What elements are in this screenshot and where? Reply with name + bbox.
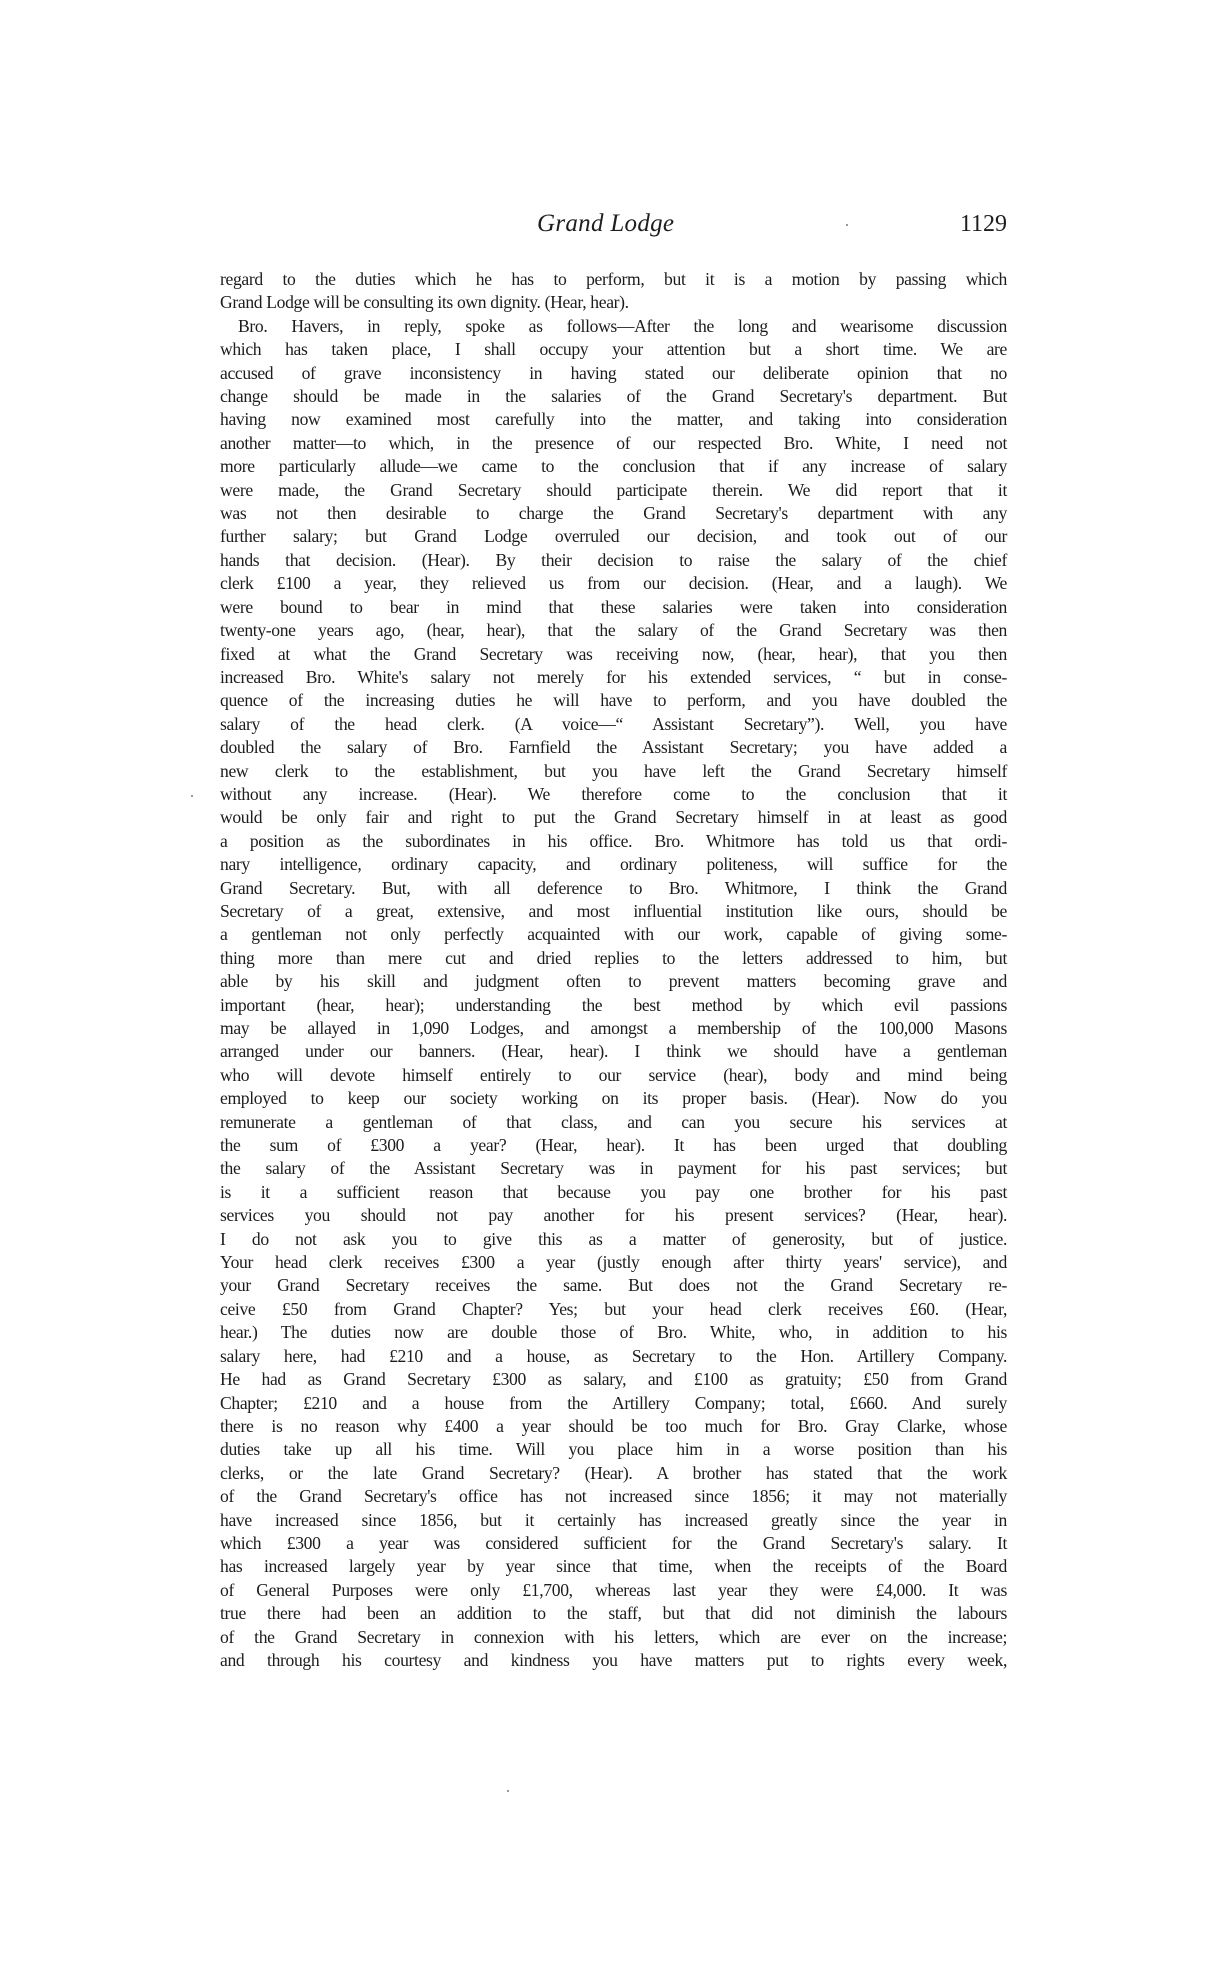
- text-line: ceive £50 from Grand Chapter? Yes; but your head clerk receives £60. (Hear,: [220, 1298, 1007, 1319]
- text-line: having now examined most carefully into the matter, and taking into consideration: [220, 409, 1007, 430]
- text-line: [220, 1672, 1007, 1695]
- text-line: the sum of £300 a year? (Hear, hear). It has been urged that doubling: [220, 1135, 1007, 1156]
- text-line: salary of the head clerk. (A voice—“ Assistant Secretary”). Well, you have: [220, 713, 1007, 734]
- text-line: more particularly allude—we came to the conclusion that if any increase of salary: [220, 456, 1007, 477]
- text-line: Your head clerk receives £300 a year (justly enough after thirty years' service), and: [220, 1252, 1007, 1273]
- text-line: which has taken place, I shall occupy your attention but a short time. We are: [220, 339, 1007, 360]
- text-line: was not then desirable to charge the Grand Secretary's department with any: [220, 503, 1007, 524]
- text-line: Secretary of a great, extensive, and most influential institution like ours, should be: [220, 900, 1007, 921]
- text-line: a gentleman not only perfectly acquainted with our work, capable of giving some-: [220, 924, 1007, 945]
- text-line: regard to the duties which he has to perform, but it is a motion by passing which: [220, 269, 1007, 289]
- text-line: quence of the increasing duties he will have to perform, and you have doubled the: [220, 690, 1007, 711]
- running-head: [220, 210, 1007, 242]
- text-line: were made, the Grand Secretary should participate therein. We did report that it: [220, 479, 1007, 500]
- text-line: Chapter; £210 and a house from the Artillery Company; total, £660. And surely: [220, 1392, 1007, 1413]
- text-line: fixed at what the Grand Secretary was receiving now, (hear, hear), that you then: [220, 643, 1007, 664]
- text-line: duties take up all his time. Will you place him in a worse position than his: [220, 1439, 1007, 1460]
- text-line: I do not ask you to give this as a matter of generosity, but of justice.: [220, 1228, 1007, 1249]
- text-line: [220, 1719, 1007, 1742]
- text-line: services you should not pay another for his present services? (Hear, hear).: [220, 1205, 1007, 1226]
- text-line: who will devote himself entirely to our service (hear), body and mind being: [220, 1064, 1007, 1085]
- text-line: there is no reason why £400 a year should be too much for Bro. Gray Clarke, whose: [220, 1415, 1007, 1436]
- text-line: He had as Grand Secretary £300 as salary, and £100 as gratuity; £50 from Grand: [220, 1369, 1007, 1390]
- text-line: clerks, or the late Grand Secretary? (Hear). A brother has stated that the work: [220, 1462, 1007, 1483]
- body-text: [220, 268, 1007, 1743]
- text-line: increased Bro. White's salary not merely for his extended services, “ but in conse-: [220, 666, 1007, 687]
- text-line: may be allayed in 1,090 Lodges, and amongst a membership of the 100,000 Masons: [220, 1018, 1007, 1038]
- text-line: hands that decision. (Hear). By their decision to raise the salary of the chief: [220, 549, 1007, 570]
- print-speck: [507, 1790, 509, 1792]
- text-line: your Grand Secretary receives the same. But does not the Grand Secretary re-: [220, 1275, 1007, 1296]
- text-line: doubled the salary of Bro. Farnfield the Assistant Secretary; you have added a: [220, 737, 1007, 758]
- text-line: of the Grand Secretary's office has not increased since 1856; it may not materially: [220, 1486, 1007, 1507]
- text-line: Grand Secretary. But, with all deference to Bro. Whitmore, I think the Grand: [220, 877, 1007, 898]
- text-line: of General Purposes were only £1,700, whereas last year they were £4,000. It was: [220, 1579, 1007, 1600]
- text-line: arranged under our banners. (Hear, hear). I think we should have a gentleman: [220, 1041, 1007, 1062]
- text-line: true there had been an addition to the staff, but that did not diminish the labours: [220, 1603, 1007, 1624]
- text-line: hear.) The duties now are double those of Bro. White, who, in addition to his: [220, 1322, 1007, 1343]
- text-line: were bound to bear in mind that these salaries were taken into consideration: [220, 596, 1007, 617]
- text-line: nary intelligence, ordinary capacity, and ordinary politeness, will suffice for the: [220, 854, 1007, 875]
- text-line: the salary of the Assistant Secretary was in payment for his past services; but: [220, 1158, 1007, 1179]
- text-line: employed to keep our society working on its proper basis. (Hear). Now do you: [220, 1088, 1007, 1109]
- text-line: without any increase. (Hear). We therefore come to the conclusion that it: [220, 783, 1007, 804]
- text-line: has increased largely year by year since that time, when the receipts of the Board: [220, 1556, 1007, 1577]
- running-title: Grand Lodge: [537, 210, 675, 237]
- text-line: new clerk to the establishment, but you have left the Grand Secretary himself: [220, 760, 1007, 781]
- text-line: important (hear, hear); understanding the best method by which evil passions: [220, 994, 1007, 1015]
- text-line: further salary; but Grand Lodge overruled our decision, and took out of our: [220, 526, 1007, 547]
- paragraph-start-line: Bro. Havers, in reply, spoke as follows—After the long and wearisome discussion: [238, 315, 1007, 336]
- page-number: 1129: [959, 211, 1007, 237]
- text-line: of the Grand Secretary in connexion with his letters, which are ever on the increase;: [220, 1626, 1007, 1647]
- text-line: is it a sufficient reason that because you pay one brother for his past: [220, 1181, 1007, 1202]
- text-line: change should be made in the salaries of the Grand Secretary's department. But: [220, 386, 1007, 407]
- text-line: another matter—to which, in the presence of our respected Bro. White, I need not: [220, 432, 1007, 453]
- text-line: Grand Lodge will be consulting its own dignity. (Hear, hear).: [220, 292, 629, 313]
- text-line: able by his skill and judgment often to prevent matters becoming grave and: [220, 971, 1007, 992]
- print-speck: [191, 795, 193, 797]
- text-line: and through his courtesy and kindness you have matters put to rights every week,: [220, 1649, 1007, 1670]
- text-line: twenty-one years ago, (hear, hear), that the salary of the Grand Secretary was then: [220, 620, 1007, 641]
- text-line: accused of grave inconsistency in having stated our deliberate opinion that no: [220, 362, 1007, 383]
- text-line: [220, 1696, 1007, 1719]
- text-line: have increased since 1856, but it certainly has increased greatly since the year in: [220, 1509, 1007, 1530]
- text-line: remunerate a gentleman of that class, and can you secure his services at: [220, 1111, 1007, 1132]
- text-line: salary here, had £210 and a house, as Secretary to the Hon. Artillery Company.: [220, 1345, 1007, 1366]
- text-line: would be only fair and right to put the Grand Secretary himself in at least as good: [220, 807, 1007, 828]
- text-line: which £300 a year was considered sufficient for the Grand Secretary's salary. It: [220, 1532, 1007, 1553]
- text-line: a position as the subordinates in his office. Bro. Whitmore has told us that ordi-: [220, 830, 1007, 851]
- print-speck: [846, 224, 848, 226]
- text-line: thing more than mere cut and dried replies to the letters addressed to him, but: [220, 947, 1007, 968]
- text-line: clerk £100 a year, they relieved us from our decision. (Hear, and a laugh). We: [220, 573, 1007, 594]
